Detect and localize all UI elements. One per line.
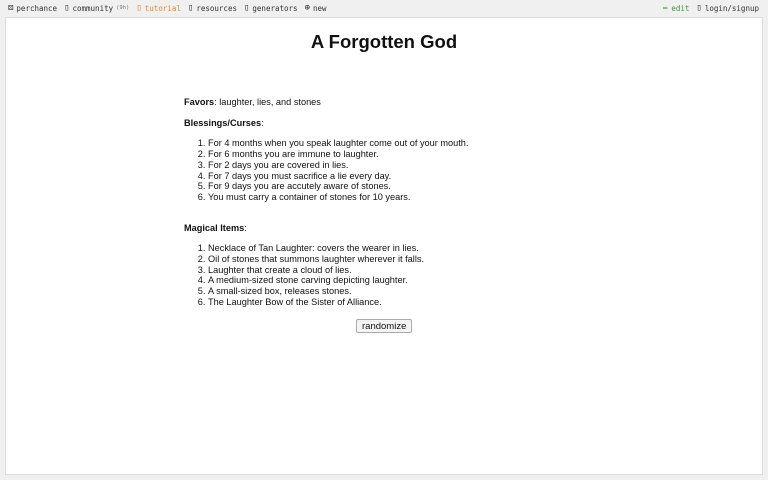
randomize-button[interactable]: randomize — [356, 319, 412, 333]
community-badge: (9h) — [116, 5, 130, 11]
nav-resources[interactable] — [188, 3, 237, 13]
list-item: 3. For 2 days you are covered in lies. — [208, 160, 468, 171]
pencil-icon: ✏ — [662, 3, 669, 13]
list-item: 1. For 4 months when you speak laughter come out of your mouth. — [208, 138, 468, 149]
list-item: 2. For 6 months you are immune to laughter. — [208, 149, 468, 160]
favors-line — [184, 97, 468, 108]
nav-new[interactable] — [305, 3, 327, 13]
nav-edit[interactable] — [663, 3, 689, 13]
items-heading — [184, 223, 468, 234]
list-item: 5. For 9 days you are accutely aware of stones. — [208, 181, 468, 192]
list-item: 6. The Laughter Bow of the Sister of Alliance. — [208, 297, 468, 308]
list-item: 6. You must carry a container of stones for 10 years. — [208, 192, 468, 203]
list-item: 4. A medium-sized stone carving depicting laughter. — [208, 275, 468, 286]
list-item: 4. For 7 days you must sacrifice a lie every day. — [208, 171, 468, 182]
nav-label: resources — [196, 3, 237, 13]
blessings-list — [208, 138, 468, 202]
chat-icon: ▯ — [64, 3, 70, 13]
blessings-heading — [184, 118, 468, 129]
nav-label: new — [312, 3, 327, 13]
nav-label: perchance — [16, 3, 58, 13]
generator-output — [5, 17, 763, 475]
nav-label: generators — [252, 3, 298, 13]
list-item: 1. Necklace of Tan Laughter: covers the wearer in lies. — [208, 243, 468, 254]
colon: : — [261, 117, 264, 128]
nav-label: login/signup — [704, 3, 759, 13]
generators-icon: ▯ — [243, 3, 250, 13]
nav-generators[interactable] — [244, 3, 298, 13]
plus-circle-icon: ⊕ — [304, 3, 310, 13]
favors-value: : laughter, lies, and stones — [214, 97, 321, 107]
nav-login[interactable] — [696, 3, 759, 13]
generator-content — [184, 97, 468, 318]
list-item: 3. Laughter that create a cloud of lies. — [208, 265, 468, 276]
list-item: 5. A small-sized box, releases stones. — [208, 286, 468, 297]
nav-label: edit — [671, 3, 690, 13]
favors-label: Favors — [184, 97, 215, 107]
items-list — [208, 243, 468, 307]
nav-community[interactable] — [64, 3, 129, 13]
blessings-label: Blessings/Curses — [184, 117, 262, 128]
dice-icon: ⚄ — [8, 3, 14, 13]
book-icon: ▯ — [136, 3, 142, 13]
nav-tutorial[interactable] — [136, 3, 181, 13]
page-title: A Forgotten God — [310, 31, 458, 52]
list-item: 2. Oil of stones that summons laughter wherever it falls. — [208, 254, 468, 265]
nav-label: community — [72, 3, 114, 13]
user-icon: ▯ — [696, 3, 702, 13]
top-nav — [0, 0, 768, 16]
nav-perchance[interactable] — [8, 3, 57, 13]
resources-icon: ▯ — [187, 3, 194, 13]
colon: : — [244, 222, 247, 233]
nav-label: tutorial — [144, 3, 181, 13]
items-label: Magical Items — [184, 222, 245, 233]
